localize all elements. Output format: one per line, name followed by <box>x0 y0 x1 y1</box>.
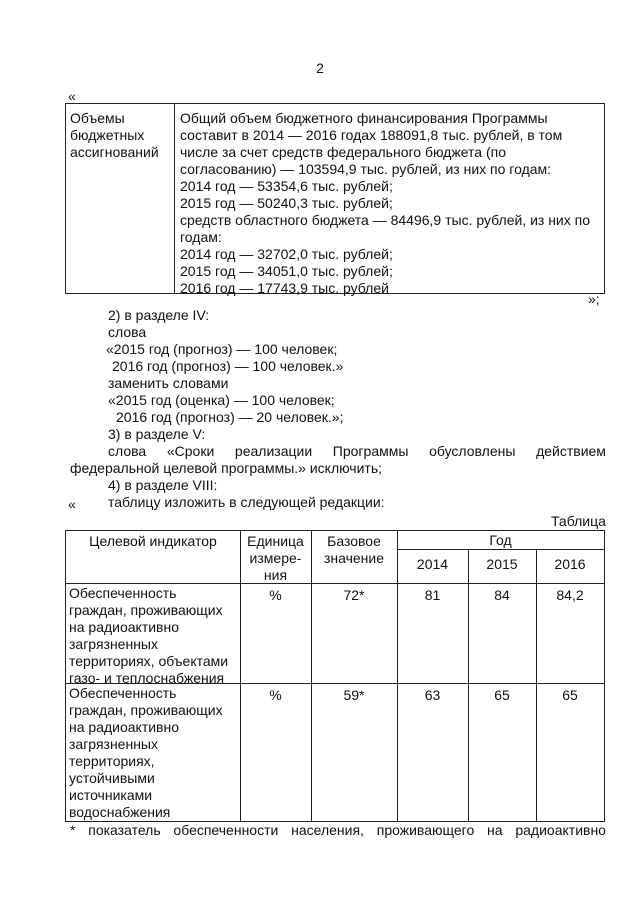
text-line: средств областного бюджета — 84496,9 тыс. рублей, из них по <box>180 212 591 228</box>
budget-table <box>65 103 605 294</box>
row-unit: % <box>269 687 282 703</box>
indicator-line: граждан, проживающих <box>69 602 223 618</box>
header-unit-line: Единица <box>247 533 304 549</box>
header-unit <box>240 533 311 584</box>
header-year-2015: 2015 <box>486 556 518 572</box>
table-caption: Таблица <box>551 513 606 529</box>
budget-table-label <box>70 110 170 161</box>
label-line: ассигнований <box>70 144 159 160</box>
indicator-line: устойчивыми <box>69 770 155 786</box>
old-text-2: 2016 год (прогноз) — 100 человек.» <box>112 358 344 374</box>
footnote <box>70 822 606 839</box>
item-3-word: слова <box>108 443 147 459</box>
indicator-line: территориях, <box>69 753 155 769</box>
footnote-word: радиоактивно <box>515 822 606 838</box>
indicator-line: загрязненных <box>69 736 158 752</box>
budget-table-divider <box>174 104 175 293</box>
footnote-word: населения, <box>291 822 364 838</box>
text-line: составит в 2014 — 2016 годах 188091,8 тыс. рублей, в том <box>180 127 563 143</box>
indicator-line: территориях, объектами <box>69 653 229 669</box>
column-divider <box>397 531 398 821</box>
footnote-word: проживающего <box>376 822 475 838</box>
item-3-word: обусловлены <box>429 443 516 459</box>
indicator-line: водоснабжения <box>69 804 171 820</box>
item-4-text: таблицу изложить в следующей редакции: <box>108 494 385 510</box>
header-year-2016: 2016 <box>554 556 586 572</box>
item-3-word: Программы <box>332 443 409 459</box>
words-label: слова <box>108 324 147 340</box>
indicator-line: газо- и теплоснабжения <box>69 670 225 686</box>
header-divider <box>66 583 604 584</box>
item-4: 4) в разделе VIII: <box>108 477 218 493</box>
header-base-line: Базовое <box>327 533 381 549</box>
year-header-divider <box>397 549 604 550</box>
indicator-line: загрязненных <box>69 636 158 652</box>
indicator-table <box>65 530 605 822</box>
column-divider <box>311 531 312 821</box>
indicator-line: Обеспеченность <box>69 685 177 701</box>
text-line: 2014 год — 53354,6 тыс. рублей; <box>180 178 393 194</box>
row-unit: % <box>269 587 282 603</box>
new-text-2: 2016 год (прогноз) — 20 человек.»; <box>116 409 344 425</box>
row-value-2016: 65 <box>562 687 578 703</box>
row-base: 59* <box>343 687 365 703</box>
text-line: годам: <box>180 229 222 245</box>
item-2: 2) в разделе IV: <box>108 307 210 323</box>
header-year: Год <box>489 532 512 548</box>
row-value-2014: 81 <box>424 587 441 603</box>
text-line: Общий объем бюджетного финансирования Программы <box>180 110 548 126</box>
row-value-2014: 63 <box>424 687 441 703</box>
indicator-line: граждан, проживающих <box>69 702 223 718</box>
header-base <box>311 533 397 567</box>
replace-label: заменить словами <box>108 375 229 391</box>
text-line: 2015 год — 50240,3 тыс. рублей; <box>180 195 393 211</box>
row-value-2015: 84 <box>494 587 510 603</box>
closing-quote: »; <box>588 291 600 307</box>
text-line: согласованию) — 103594,9 тыс. рублей, из них по годам: <box>180 161 552 177</box>
header-year-2014: 2014 <box>416 556 449 572</box>
row-value-2016: 84,2 <box>556 587 584 603</box>
header-unit-line: измере- <box>249 550 302 566</box>
label-line: бюджетных <box>70 127 145 143</box>
header-indicator: Целевой индикатор <box>89 533 217 549</box>
row-base: 72* <box>343 587 365 603</box>
header-unit-line: ния <box>263 567 288 583</box>
indicator-line: источниками <box>69 787 153 803</box>
indicator-line: на радиоактивно <box>69 719 180 735</box>
footnote-word: на <box>487 822 503 838</box>
footnote-word: обеспеченности <box>173 822 279 838</box>
text-line: 2016 год — 17743,9 тыс. рублей <box>180 280 389 296</box>
footnote-word: показатель <box>88 822 161 838</box>
table-row-indicator <box>69 685 239 821</box>
new-text-1: «2015 год (оценка) — 100 человек; <box>108 392 335 408</box>
opening-quote: « <box>68 88 76 104</box>
item-3-word: действием <box>536 443 606 459</box>
old-text-1: «2015 год (прогноз) — 100 человек; <box>106 341 338 357</box>
footnote-word: * <box>70 822 76 838</box>
item-3: 3) в разделе V: <box>108 426 206 442</box>
budget-table-text <box>180 110 600 297</box>
item-3-paragraph <box>70 443 606 477</box>
item-3-word: «Сроки <box>166 443 215 459</box>
item-3-word: реализации <box>234 443 313 459</box>
page-number: 2 <box>316 60 324 76</box>
opening-quote-2: « <box>68 496 76 512</box>
row-value-2015: 65 <box>494 687 510 703</box>
header-base-line: значение <box>323 550 385 566</box>
text-line: 2015 год — 34051,0 тыс. рублей; <box>180 263 393 279</box>
label-line: Объемы <box>70 110 125 126</box>
text-line: числе за счет средств федерального бюджета (по <box>180 144 506 160</box>
item-3-line-2: федеральной целевой программы.» исключить; <box>70 460 383 476</box>
indicator-line: Обеспеченность <box>69 585 177 601</box>
text-line: 2014 год — 32702,0 тыс. рублей; <box>180 246 393 262</box>
indicator-line: на радиоактивно <box>69 619 180 635</box>
table-row-indicator <box>69 585 239 687</box>
